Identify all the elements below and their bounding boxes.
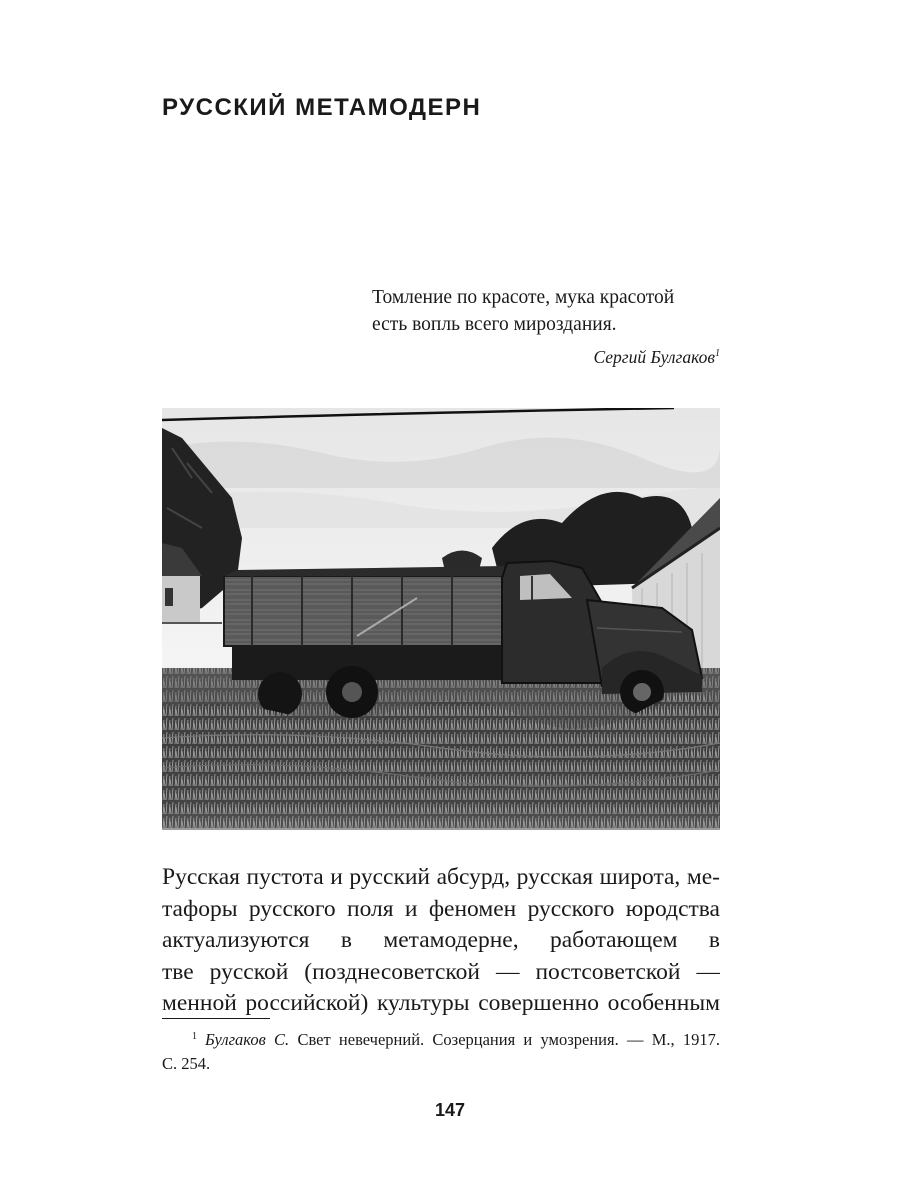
body-paragraph <box>162 862 720 1020</box>
epigraph-text <box>372 284 720 338</box>
epigraph-author-name: Сергий Булгаков <box>593 347 715 367</box>
body-line: актуализуются в метамодерне, работающем в <box>162 927 720 953</box>
body-line: менной российской) культуры совершенно особенным <box>162 990 720 1016</box>
page-number: 147 <box>434 1100 466 1120</box>
footnote <box>162 1028 720 1076</box>
epigraph <box>372 284 720 371</box>
page-title: РУССКИЙ МЕТАМОДЕРН <box>162 94 482 121</box>
epigraph-author <box>372 344 720 371</box>
footnote-text: Свет невечерний. Созерцания и умозрения. — М., 1917. <box>289 1030 720 1049</box>
body-line: Русская пустота и русский абсурд, русская широта, ме- <box>162 864 720 890</box>
photo-old-truck <box>162 408 720 830</box>
footnote-line <box>162 1028 720 1052</box>
footnote-reference: 1 <box>715 348 720 360</box>
footnote-mark: 1 <box>192 1030 197 1042</box>
epigraph-line: Томление по красоте, мука красотой <box>372 287 675 308</box>
body-line: тве русской (позднесоветской — постсоветской — <box>162 958 720 985</box>
footnote-divider <box>162 1018 270 1019</box>
body-line: тафоры русского поля и феномен русского юродства <box>162 895 720 922</box>
epigraph-line: есть вопль всего мироздания. <box>372 314 617 335</box>
footnote-line: С. 254. <box>162 1054 211 1073</box>
footnote-author: Булгаков С. <box>205 1030 290 1049</box>
